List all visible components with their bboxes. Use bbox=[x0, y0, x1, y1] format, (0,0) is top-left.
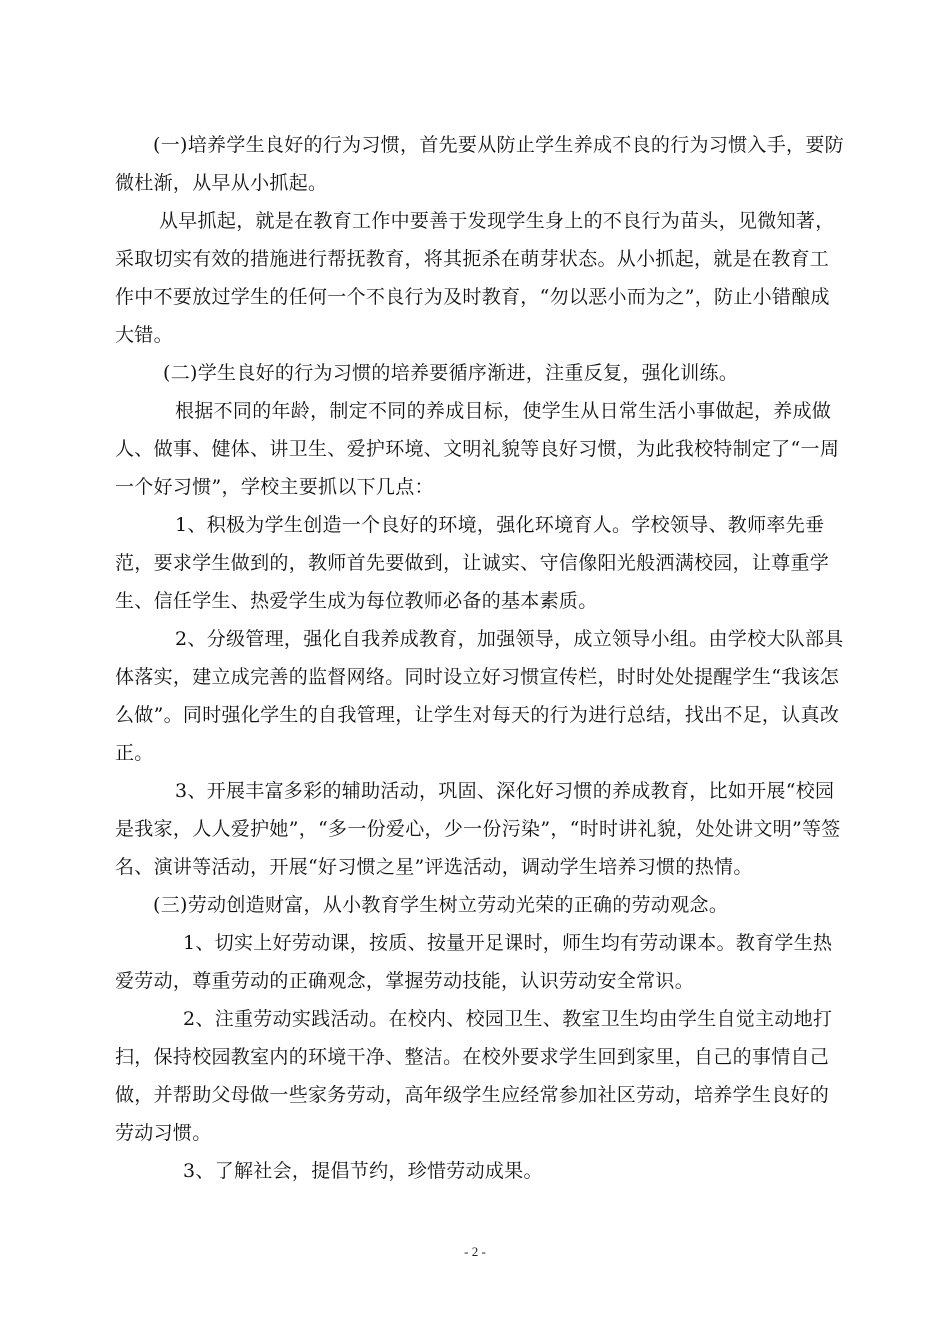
section-heading-2: (二)学生良好的行为习惯的培养要循序渐进，注重反复，强化训练。 bbox=[163, 362, 739, 384]
list-item: 3、开展丰富多彩的辅助活动，巩固、深化好习惯的养成教育，比如开展“校园是我家，人人爱护她”，“多一份爱心，少一份污染”，“时时讲礼貌，处处讲文明”等签名、演讲等活动，开展“好习惯之星”评选活动，调动学生培养习惯的热情。 bbox=[115, 780, 841, 878]
list-item: 2、分级管理，强化自我养成教育，加强领导，成立领导小组。由学校大队部具体落实，建立成完善的监督网络。同时设立好习惯宣传栏，时时处处提醒学生“我该怎么做”。同时强化学生的自我管理，让学生对每天的行为进行总结，找出不足，认真改正。 bbox=[115, 628, 844, 764]
list-item: 1、切实上好劳动课，按质、按量开足课时，师生均有劳动课本。教育学生热爱劳动，尊重劳动的正确观念，掌握劳动技能，认识劳动安全常识。 bbox=[115, 932, 833, 992]
body-paragraph: 从早抓起，就是在教育工作中要善于发现学生身上的不良行为苗头，见微知著，采取切实有效的措施进行帮抚教育，将其扼杀在萌芽状态。从小抓起，就是在教育工作中不要放过学生的任何一个不良行为及时教育，“勿以恶小而为之”，防止小错酿成大错。 bbox=[115, 210, 835, 346]
list-item: 2、注重劳动实践活动。在校内、校园卫生、教室卫生均由学生自觉主动地打扫，保持校园教室内的环境干净、整洁。在校外要求学生回到家里，自己的事情自己做，并帮助父母做一些家务劳动，高年级学生应经常参加社区劳动，培养学生良好的劳动习惯。 bbox=[115, 1008, 833, 1144]
section-heading-3: (三)劳动创造财富，从小教育学生树立劳动光荣的正确的劳动观念。 bbox=[153, 894, 729, 916]
page-number: - 2 - bbox=[464, 1244, 486, 1259]
list-item: 1、积极为学生创造一个良好的环境，强化环境育人。学校领导、教师率先垂范，要求学生做到的，教师首先要做到，让诚实、守信像阳光般洒满校园，让尊重学生、信任学生、热爱学生成为每位教师必备的基本素质。 bbox=[115, 514, 830, 612]
section-heading-1: (一)培养学生良好的行为习惯，首先要从防止学生养成不良的行为习惯入手，要防微杜渐，从早从小抓起。 bbox=[115, 134, 844, 194]
body-paragraph: 根据不同的年龄，制定不同的养成目标，使学生从日常生活小事做起，养成做人、做事、健体、讲卫生、爱护环境、文明礼貌等良好习惯，为此我校特制定了“一周一个好习惯”，学校主要抓以下几点： bbox=[115, 400, 840, 498]
list-item: 3、了解社会，提倡节约，珍惜劳动成果。 bbox=[183, 1160, 543, 1182]
